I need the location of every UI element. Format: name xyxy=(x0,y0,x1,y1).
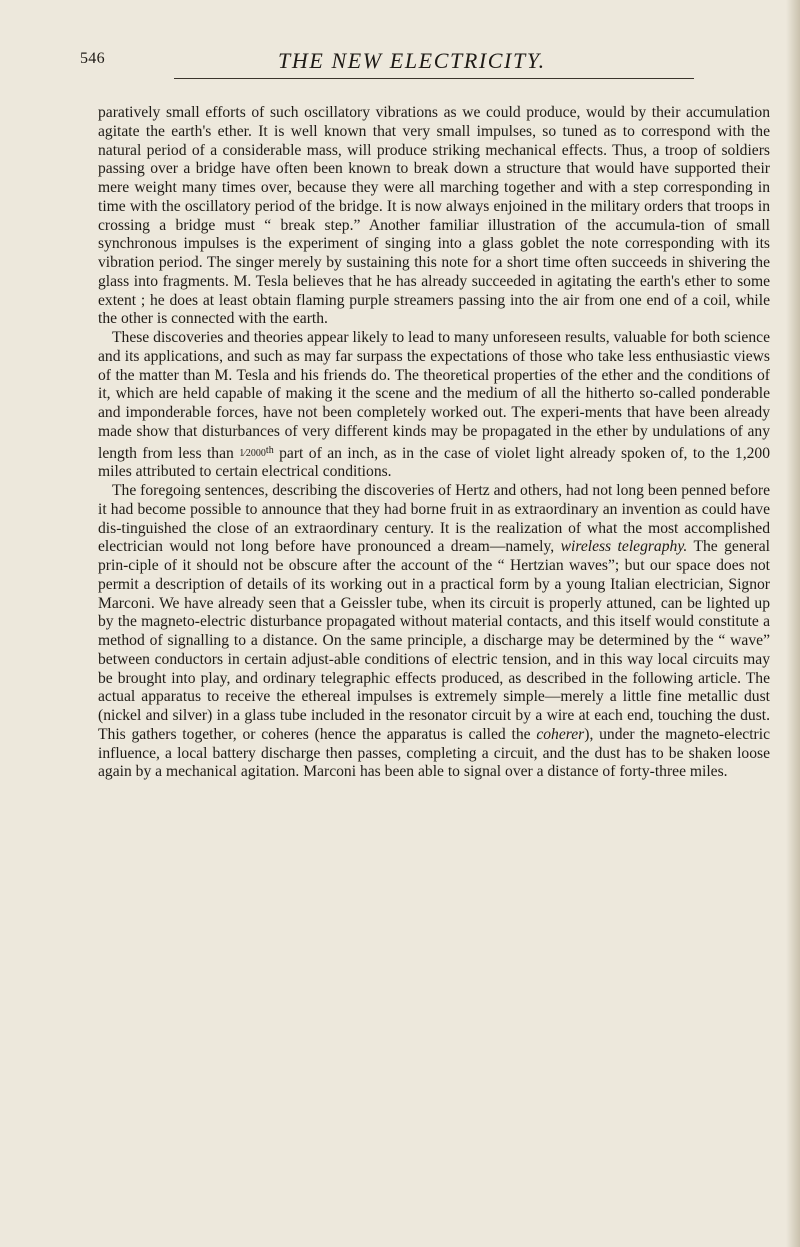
header-rule xyxy=(174,78,694,79)
paragraph-1-text: paratively small efforts of such oscillatory vibrations as we could produce, would by their accumulation agitate the earth's ether. It is well known that very small impulses, so tuned as to correspond with the natural period of a considerable mass, will produce striking mechanical effects. Thus, a troop of soldiers passing over a bridge have often been known to break down a structure that would have supported their mere weight many times over, because they were all marching together and with a step corresponding in time with the oscillatory period of the bridge. It is now always enjoined in the military orders that troops in crossing a bridge must “ break step.” Another familiar illustration of the accumula-tion of small synchronous impulses is the experiment of singing into a glass goblet the note corresponding with its vibration period. The singer merely by sustaining this note for a short time often succeeds in shivering the glass into fragments. M. Tesla believes that he has already succeeded in agitating the earth's ether to some extent ; he does at least obtain flaming purple streamers passing into the air from one end of a coil, while the other is connected with the earth. xyxy=(98,104,770,328)
fraction-value: 1⁄2000 xyxy=(239,447,266,459)
paragraph-2 xyxy=(98,329,770,482)
paragraph-2-text-b: part of an inch, as in the case of violet light already spoken of, to the 1,200 miles attributed to certain electrical conditions. xyxy=(98,444,771,481)
paragraph-2-text-a: These discoveries and theories appear likely to lead to many unforeseen results, valuable for both science and its applications, and such as may far surpass the expectations of those who take less enthusiastic views of the matter than M. Tesla and his friends do. The theoretical properties of the ether and the conditions of it, which are held capable of making it the scene and the medium of all the hitherto so-called ponderable and imponderable forces, have not been completely worked out. The experi-ments that have been already made show that disturbances of very different kinds may be propagated in the ether by undulations of any length from less than xyxy=(98,329,770,462)
body-text xyxy=(98,104,770,782)
fraction-suffix: th xyxy=(265,444,274,456)
coherer-term: coherer xyxy=(536,725,585,743)
paragraph-3-text-a: The foregoing sentences, describing the discoveries of Hertz and others, had not long been penned before it had become possible to announce that they had borne fruit in as extraordinary an invention as could have dis-tinguished the close of an extraordinary century. It is the realization of what the most accomplished electrician would not long before have pronounced a dream—namely, xyxy=(98,482,770,556)
paragraph-3-text-c: ), under the magneto-electric influence, a local battery discharge then passes, completing a circuit, and the dust has to be shaken loose again by a mechanical agitation. Marconi has been able to signal over a distance of forty-three miles. xyxy=(98,725,770,781)
page-edge-shadow xyxy=(786,0,800,1247)
wireless-telegraphy-term: wireless telegraphy. xyxy=(560,538,688,556)
paragraph-3 xyxy=(98,482,770,782)
page-number: 546 xyxy=(80,50,105,67)
paragraph-3-text-b: The general prin-ciple of it should not be obscure after the account of the “ Hertzian waves”; but our space does not permit a description of details of its working out in a practical form by a young Italian electrician, Signor Marconi. We have already seen that a Geissler tube, when its circuit is properly attuned, can be lighted up by the magneto-electric disturbance propagated without material contacts, and this itself would constitute a method of signalling to a distance. On the same principle, a discharge may be determined by the “ wave” between conductors in certain adjust-able conditions of electric tension, and in this way local circuits may be brought into play, and ordinary telegraphic effects produced, as described in the following article. The actual apparatus to receive the ethereal impulses is extremely simple—merely a little fine metallic dust (nickel and silver) in a glass tube included in the resonator circuit by a wire at each end, touching the dust. This gathers together, or coheres (hence the apparatus is called the xyxy=(98,538,771,743)
paragraph-1 xyxy=(98,104,770,329)
page-header xyxy=(80,48,770,88)
running-title: THE NEW ELECTRICITY. xyxy=(278,48,546,73)
